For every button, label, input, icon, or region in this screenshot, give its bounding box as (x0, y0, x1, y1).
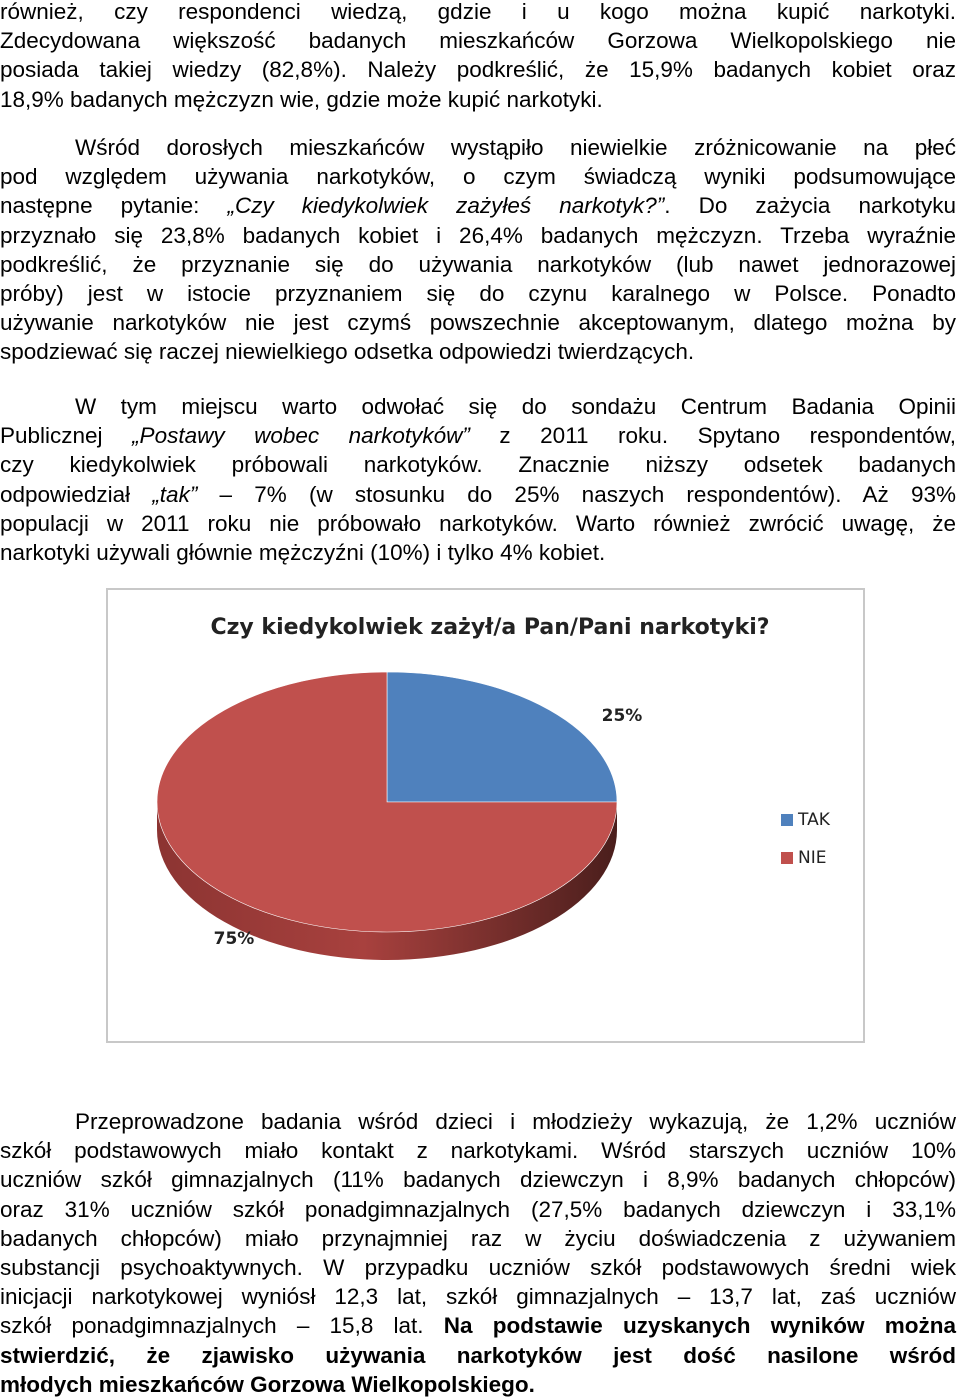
text-fragment: – 7% (w stosunku do 25% naszych respondentów). Aż 93% (197, 481, 956, 507)
chart-title: Czy kiedykolwiek zażył/a Pan/Pani narkotyki? (210, 615, 770, 640)
answer-quote: „tak” (152, 481, 198, 507)
text-fragment: następne pytanie: (0, 193, 228, 219)
data-label-tak: 25% (601, 706, 643, 726)
text-line (0, 480, 956, 509)
text-line: pod względem używania narkotyków, o czym świadczą wyniki podsumowujące (0, 164, 956, 190)
pie-chart (106, 588, 865, 1043)
legend-label-nie: NIE (798, 848, 827, 868)
paragraph-2 (0, 133, 956, 367)
text-fragment: z 2011 roku. Spytano respondentów, (469, 423, 956, 449)
text-line: szkół podstawowych miało kontakt z narkotykami. Wśród starszych uczniów 10% (0, 1138, 956, 1164)
chart-legend (781, 810, 831, 868)
pie-group (157, 672, 642, 960)
conclusion-text: stwierdzić, że zjawisko używania narkotyków jest dość nasilone wśród (0, 1342, 956, 1368)
text-line (0, 421, 956, 450)
text-line: przyznało się 23,8% badanych kobiet i 26,4% badanych mężczyzn. Trzeba wyraźnie (0, 222, 956, 248)
text-fragment: Publicznej (0, 423, 133, 449)
text-line: Zdecydowana większość badanych mieszkańców Gorzowa Wielkopolskiego nie (0, 28, 956, 54)
text-line: czy kiedykolwiek próbowali narkotyków. Znacznie niższy odsetek badanych (0, 452, 956, 478)
text-line: również, czy respondenci wiedzą, gdzie i u kogo można kupić narkotyki. (0, 0, 956, 24)
data-label-nie: 75% (213, 929, 255, 949)
text-line: Przeprowadzone badania wśród dzieci i młodzieży wykazują, że 1,2% uczniów (75, 1109, 956, 1134)
text-line: W tym miejscu warto odwołać się do sondażu Centrum Badania Opinii (75, 394, 956, 419)
text-line: próby) jest w istocie przyznaniem się do czynu karalnego w Polsce. Ponadto (0, 280, 956, 306)
legend-swatch-tak (781, 814, 793, 826)
conclusion-text: Na podstawie uzyskanych wyników można (443, 1313, 956, 1339)
text-line: 18,9% badanych mężczyzn wie, gdzie może kupić narkotyki. (0, 86, 603, 112)
pie-chart-svg (108, 590, 863, 1041)
text-line: spodziewać się raczej niewielkiego odsetka odpowiedzi twierdzących. (0, 339, 695, 365)
text-fragment: . Do zażycia narkotyku (664, 193, 957, 219)
text-line: substancji psychoaktywnych. W przypadku uczniów szkół podstawowych średni wiek (0, 1254, 956, 1280)
text-line (0, 1311, 956, 1340)
survey-title: „Postawy wobec narkotyków” (132, 423, 470, 449)
pie-slice-tak (387, 672, 617, 802)
conclusion-text: młodych mieszkańców Gorzowa Wielkopolskiego. (0, 1371, 535, 1397)
legend-swatch-nie (781, 852, 793, 864)
text-line: badanych chłopców) miało przynajmniej raz w życiu doświadczenia z używaniem (0, 1225, 956, 1251)
text-line: populacji w 2011 roku nie próbowało narkotyków. Warto również zwrócić uwagę, że (0, 510, 956, 536)
question-quote: „Czy kiedykolwiek zażyłeś narkotyk?” (227, 193, 665, 219)
text-line: Wśród dorosłych mieszkańców wystąpiło niewielkie zróżnicowanie na płeć (75, 135, 956, 160)
text-line: używanie narkotyków nie jest czymś powszechnie akceptowanym, dlatego można by (0, 310, 956, 336)
paragraph-1 (0, 0, 956, 114)
text-fragment: odpowiedział (0, 481, 153, 507)
text-line: inicjacji narkotykowej wyniósł 12,3 lat, szkół gimnazjalnych – 13,7 lat, zaś uczniów (0, 1284, 956, 1310)
text-line: posiada takiej wiedzy (82,8%). Należy podkreślić, że 15,9% badanych kobiet oraz (0, 57, 956, 83)
paragraph-3 (0, 392, 956, 567)
text-line: narkotyki używali głównie mężczyźni (10%) i tylko 4% kobiet. (0, 539, 606, 565)
text-line: podkreślić, że przyznanie się do używania narkotyków (lub nawet jednorazowej (0, 251, 956, 277)
text-line: oraz 31% uczniów szkół ponadgimnazjalnych (27,5% badanych dziewczyn i 33,1% (0, 1196, 956, 1222)
paragraph-4 (0, 1107, 956, 1399)
text-line (0, 191, 956, 220)
text-fragment: szkół ponadgimnazjalnych – 15,8 lat. (0, 1313, 444, 1339)
text-line: uczniów szkół gimnazjalnych (11% badanych dziewczyn i 8,9% badanych chłopców) (0, 1167, 956, 1193)
legend-label-tak: TAK (798, 810, 830, 830)
